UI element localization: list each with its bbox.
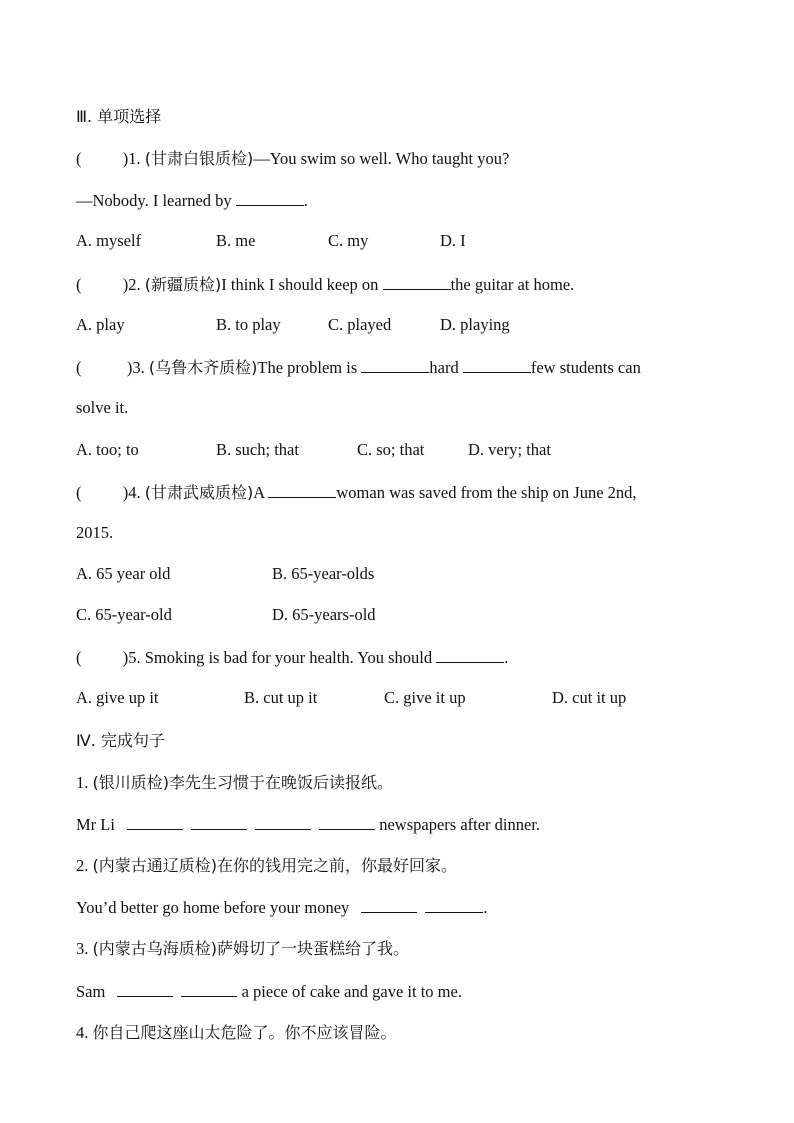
option-a[interactable]: A. too; to	[76, 440, 139, 459]
sentence-1-answer	[76, 813, 540, 835]
option-d[interactable]: D. cut it up	[552, 688, 627, 707]
question-text: woman was saved from the ship on June 2nd,	[336, 483, 637, 502]
question-source: (乌鲁木齐质检)	[148, 358, 258, 377]
sentence-chinese: 萨姆切了一块蛋糕给了我。	[217, 939, 410, 958]
question-1-line-2	[76, 189, 308, 211]
question-3	[76, 356, 641, 378]
sentence-source: (内蒙古通辽质检)	[92, 856, 217, 875]
sentence-text: .	[483, 898, 488, 917]
sentence-3-prompt	[76, 938, 409, 960]
question-number: 5.	[128, 648, 145, 667]
fill-blank[interactable]	[127, 813, 183, 830]
question-text: I think I should keep on	[221, 275, 383, 294]
question-text: A	[253, 483, 269, 502]
sentence-text: Mr Li	[76, 815, 120, 834]
section-3-heading: Ⅲ. 单项选择	[76, 107, 162, 126]
answer-paren[interactable]: ( )	[76, 483, 129, 502]
option-b[interactable]: B. to play	[216, 315, 281, 334]
option-b[interactable]: B. 65-year-olds	[272, 564, 375, 583]
fill-blank[interactable]	[319, 813, 375, 830]
question-text: —You swim so well. Who taught you?	[253, 149, 510, 168]
option-a[interactable]: A. give up it	[76, 688, 159, 707]
answer-paren[interactable]: ( )	[76, 275, 129, 294]
option-d[interactable]: D. playing	[440, 315, 510, 334]
question-source: (甘肃白银质检)	[144, 149, 254, 168]
sentence-source: (银川质检)	[92, 773, 169, 792]
option-c[interactable]: C. give it up	[384, 688, 466, 707]
question-text: Smoking is bad for your health. You should	[144, 648, 437, 667]
option-a[interactable]: A. myself	[76, 231, 142, 250]
sentence-chinese: 李先生习惯于在晚饭后读报纸。	[169, 773, 394, 792]
option-c[interactable]: C. played	[328, 315, 392, 334]
option-d[interactable]: D. I	[440, 231, 466, 250]
sentence-text: a piece of cake and gave it to me.	[237, 982, 462, 1001]
sentence-1-prompt	[76, 772, 393, 794]
question-number: 1.	[128, 149, 145, 168]
question-3-line-2: solve it.	[76, 398, 129, 417]
option-c[interactable]: C. so; that	[357, 440, 425, 459]
fill-blank[interactable]	[383, 273, 451, 290]
sentence-chinese: 在你的钱用完之前，你最好回家。	[217, 856, 458, 875]
fill-blank[interactable]	[361, 356, 429, 373]
question-number: 3.	[132, 358, 149, 377]
option-b[interactable]: B. such; that	[216, 440, 299, 459]
question-1	[76, 148, 509, 170]
answer-paren[interactable]: ( )	[76, 149, 129, 168]
fill-blank[interactable]	[181, 980, 237, 997]
fill-blank[interactable]	[191, 813, 247, 830]
sentence-3-answer	[76, 980, 462, 1002]
question-source: (新疆质检)	[144, 275, 222, 294]
option-a[interactable]: A. 65 year old	[76, 564, 171, 583]
question-text: .	[504, 648, 509, 667]
question-2	[76, 273, 574, 295]
fill-blank[interactable]	[255, 813, 311, 830]
sentence-number: 4.	[76, 1023, 93, 1042]
fill-blank[interactable]	[463, 356, 531, 373]
option-a[interactable]: A. play	[76, 315, 125, 334]
fill-blank[interactable]	[117, 980, 173, 997]
question-number: 2.	[128, 275, 145, 294]
sentence-number: 1.	[76, 773, 93, 792]
sentence-text: You’d better go home before your money	[76, 898, 354, 917]
fill-blank[interactable]	[268, 481, 336, 498]
question-text: .	[303, 191, 308, 210]
question-text: hard	[429, 358, 463, 377]
fill-blank[interactable]	[361, 896, 417, 913]
sentence-2-answer	[76, 896, 488, 918]
option-c[interactable]: C. my	[328, 231, 369, 250]
question-text: The problem is	[257, 358, 362, 377]
question-text: few students can	[530, 358, 641, 377]
option-d[interactable]: D. very; that	[468, 440, 551, 459]
sentence-text: newspapers after dinner.	[375, 815, 541, 834]
option-c[interactable]: C. 65-year-old	[76, 605, 172, 624]
fill-blank[interactable]	[236, 189, 304, 206]
sentence-4-prompt	[76, 1022, 397, 1044]
question-number: 4.	[128, 483, 145, 502]
question-text: —Nobody. I learned by	[76, 191, 236, 210]
option-b[interactable]: B. cut up it	[244, 688, 318, 707]
fill-blank[interactable]	[436, 646, 504, 663]
answer-paren[interactable]: ( )	[76, 358, 133, 377]
fill-blank[interactable]	[425, 896, 483, 913]
answer-paren[interactable]: ( )	[76, 648, 129, 667]
sentence-chinese: 你自己爬这座山太危险了。你不应该冒险。	[92, 1023, 397, 1042]
section-4-heading: Ⅳ. 完成句子	[76, 731, 165, 750]
sentence-number: 3.	[76, 939, 93, 958]
sentence-number: 2.	[76, 856, 93, 875]
sentence-2-prompt	[76, 855, 457, 877]
option-b[interactable]: B. me	[216, 231, 256, 250]
sentence-source: (内蒙古乌海质检)	[92, 939, 217, 958]
question-4	[76, 481, 637, 503]
question-4-line-2: 2015.	[76, 523, 114, 542]
question-5	[76, 646, 508, 668]
question-text: the guitar at home.	[450, 275, 575, 294]
sentence-text: Sam	[76, 982, 110, 1001]
question-source: (甘肃武威质检)	[144, 483, 254, 502]
option-d[interactable]: D. 65-years-old	[272, 605, 376, 624]
